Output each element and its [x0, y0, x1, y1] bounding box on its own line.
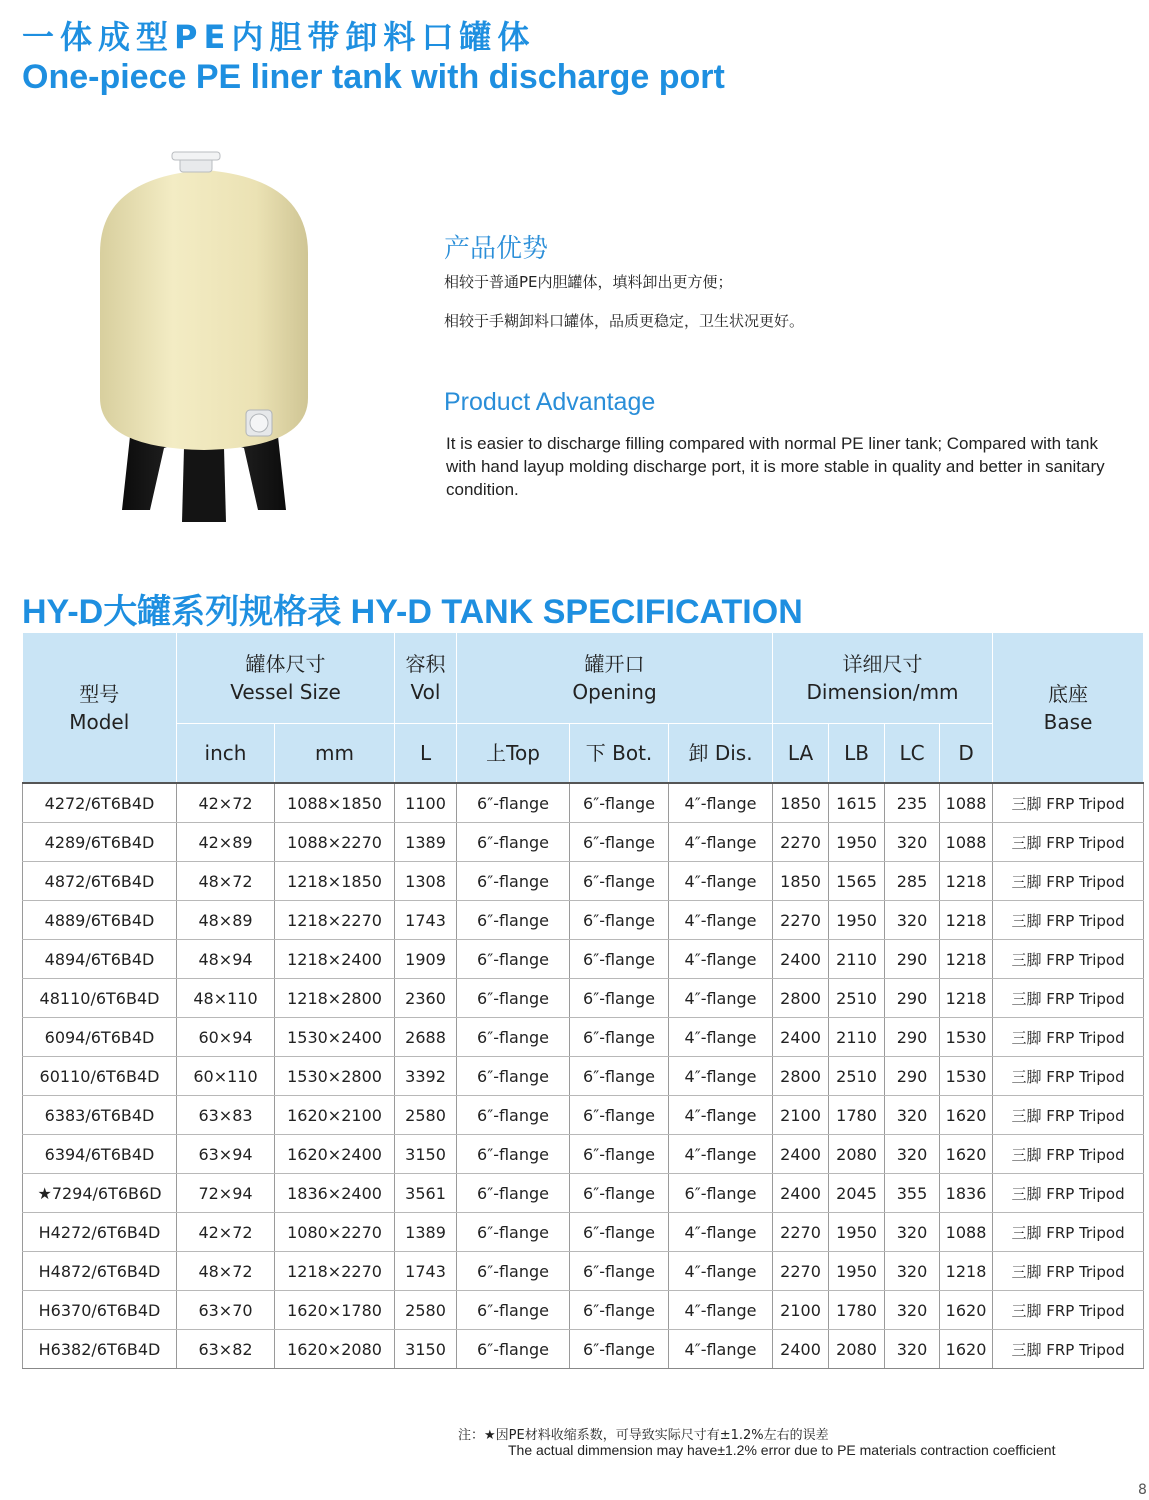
table-row [23, 1096, 1144, 1135]
table-cell: 63×94 [177, 1135, 275, 1174]
table-cell: 320 [885, 1135, 940, 1174]
table-cell: 6″-flange [570, 1291, 669, 1330]
table-cell: 1950 [829, 1213, 885, 1252]
table-cell: 1780 [829, 1291, 885, 1330]
table-cell: H4872/6T6B4D [23, 1252, 177, 1291]
table-cell: 2400 [773, 1135, 829, 1174]
table-cell: 1615 [829, 783, 885, 823]
table-cell: 290 [885, 1018, 940, 1057]
table-cell: 60110/6T6B4D [23, 1057, 177, 1096]
table-cell: 320 [885, 1252, 940, 1291]
table-cell: 1836 [940, 1174, 993, 1213]
table-row [23, 1252, 1144, 1291]
table-cell: 6″-flange [570, 862, 669, 901]
table-row [23, 1135, 1144, 1174]
note-en: The actual dimmension may have±1.2% error due to PE materials contraction coefficient [508, 1442, 1056, 1458]
spec-title: HY-D大罐系列规格表 HY-D TANK SPECIFICATION [22, 593, 803, 631]
table-cell: 三脚 FRP Tripod [993, 940, 1144, 979]
table-cell: 1530×2400 [275, 1018, 395, 1057]
table-cell: 4872/6T6B4D [23, 862, 177, 901]
table-cell: 1620 [940, 1330, 993, 1369]
table-cell: 4″-flange [669, 1096, 773, 1135]
table-cell: 三脚 FRP Tripod [993, 1018, 1144, 1057]
table-row [23, 1291, 1144, 1330]
table-cell: 三脚 FRP Tripod [993, 1174, 1144, 1213]
table-row [23, 940, 1144, 979]
table-cell: 1620×2080 [275, 1330, 395, 1369]
table-cell: 2270 [773, 901, 829, 940]
table-cell: 4889/6T6B4D [23, 901, 177, 940]
table-cell: 2360 [395, 979, 457, 1018]
table-cell: 2510 [829, 979, 885, 1018]
table-cell: 6383/6T6B4D [23, 1096, 177, 1135]
header-dimension: 详细尺寸 Dimension/mm [773, 633, 993, 724]
table-cell: 355 [885, 1174, 940, 1213]
table-cell: 4″-flange [669, 823, 773, 862]
table-cell: H6370/6T6B4D [23, 1291, 177, 1330]
table-cell: 1620 [940, 1096, 993, 1135]
table-cell: 60×94 [177, 1018, 275, 1057]
header-base: 底座 Base [993, 633, 1144, 783]
page-title-en: One-piece PE liner tank with discharge port [22, 58, 725, 96]
table-cell: 6″-flange [570, 1135, 669, 1174]
table-cell: 6″-flange [570, 783, 669, 823]
table-cell: 6″-flange [457, 901, 570, 940]
table-cell: 1218 [940, 979, 993, 1018]
header-mm: mm [275, 724, 395, 784]
table-cell: 1565 [829, 862, 885, 901]
table-cell: 63×70 [177, 1291, 275, 1330]
table-cell: 4″-flange [669, 1135, 773, 1174]
table-cell: 2688 [395, 1018, 457, 1057]
table-cell: 4″-flange [669, 1252, 773, 1291]
table-cell: 2080 [829, 1135, 885, 1174]
table-cell: 2270 [773, 823, 829, 862]
table-cell: 320 [885, 901, 940, 940]
table-cell: 3561 [395, 1174, 457, 1213]
table-cell: 6″-flange [457, 1174, 570, 1213]
table-row [23, 1174, 1144, 1213]
table-cell: 1218×2800 [275, 979, 395, 1018]
table-cell: 285 [885, 862, 940, 901]
table-cell: 1530 [940, 1057, 993, 1096]
table-cell: 1836×2400 [275, 1174, 395, 1213]
table-cell: 6″-flange [457, 862, 570, 901]
table-cell: 290 [885, 979, 940, 1018]
table-cell: 1088 [940, 783, 993, 823]
header-opening: 罐开口 Opening [457, 633, 773, 724]
table-cell: 4″-flange [669, 1057, 773, 1096]
table-cell: 1389 [395, 823, 457, 862]
header-la: LA [773, 724, 829, 784]
table-cell: 1780 [829, 1096, 885, 1135]
advantage-text-en: It is easier to discharge filling compared with normal PE liner tank; Compared with tank with hand layup molding discharge port, it is more stable in quality and better in sanitary condition. [446, 434, 1105, 499]
table-cell: 4″-flange [669, 1291, 773, 1330]
table-cell: ★7294/6T6B6D [23, 1174, 177, 1213]
table-cell: 2400 [773, 1174, 829, 1213]
table-cell: 2270 [773, 1252, 829, 1291]
table-cell: 6″-flange [457, 783, 570, 823]
advantage-heading-en: Product Advantage [444, 388, 656, 416]
table-cell: H6382/6T6B4D [23, 1330, 177, 1369]
advantage-line-2: 相较于手糊卸料口罐体，品质更稳定，卫生状况更好。 [444, 312, 805, 330]
table-cell: 6″-flange [457, 940, 570, 979]
table-cell: 1308 [395, 862, 457, 901]
table-cell: 1088 [940, 1213, 993, 1252]
table-cell: 6″-flange [570, 823, 669, 862]
header-dis: 卸 Dis. [669, 724, 773, 784]
table-row [23, 1330, 1144, 1369]
table-cell: 6″-flange [457, 1330, 570, 1369]
table-cell: 6″-flange [669, 1174, 773, 1213]
table-cell: 三脚 FRP Tripod [993, 1096, 1144, 1135]
table-cell: 1530×2800 [275, 1057, 395, 1096]
table-cell: 6″-flange [570, 1213, 669, 1252]
note-cn: 注：★因PE材料收缩系数，可导致实际尺寸有±1.2%左右的误差 [458, 1428, 829, 1443]
table-cell: 三脚 FRP Tripod [993, 823, 1144, 862]
table-cell: 4272/6T6B4D [23, 783, 177, 823]
header-top: 上Top [457, 724, 570, 784]
table-cell: 1743 [395, 901, 457, 940]
table-cell: 1080×2270 [275, 1213, 395, 1252]
table-cell: 1218 [940, 862, 993, 901]
table-cell: 三脚 FRP Tripod [993, 783, 1144, 823]
tank-illustration [92, 148, 322, 528]
table-cell: 三脚 FRP Tripod [993, 862, 1144, 901]
table-cell: 2100 [773, 1096, 829, 1135]
table-cell: 290 [885, 940, 940, 979]
table-cell: 42×72 [177, 783, 275, 823]
header-l: L [395, 724, 457, 784]
table-cell: 6″-flange [457, 1291, 570, 1330]
table-cell: 1909 [395, 940, 457, 979]
table-cell: 三脚 FRP Tripod [993, 1135, 1144, 1174]
table-cell: 48×94 [177, 940, 275, 979]
table-row [23, 823, 1144, 862]
header-lc: LC [885, 724, 940, 784]
table-cell: 60×110 [177, 1057, 275, 1096]
table-cell: 48×72 [177, 862, 275, 901]
table-cell: 6″-flange [570, 1096, 669, 1135]
table-cell: 三脚 FRP Tripod [993, 1057, 1144, 1096]
table-cell: 1620 [940, 1291, 993, 1330]
table-row [23, 783, 1144, 823]
table-cell: 1743 [395, 1252, 457, 1291]
table-cell: 4289/6T6B4D [23, 823, 177, 862]
table-cell: 2400 [773, 1018, 829, 1057]
table-cell: 1088×1850 [275, 783, 395, 823]
table-cell: H4272/6T6B4D [23, 1213, 177, 1252]
page-title-cn: 一体成型PE内胆带卸料口罐体 [22, 18, 536, 56]
table-cell: 6″-flange [457, 979, 570, 1018]
table-cell: 1620×2100 [275, 1096, 395, 1135]
table-cell: 4″-flange [669, 901, 773, 940]
table-cell: 6″-flange [457, 823, 570, 862]
table-cell: 6″-flange [570, 1252, 669, 1291]
table-cell: 6″-flange [457, 1057, 570, 1096]
table-cell: 三脚 FRP Tripod [993, 979, 1144, 1018]
header-lb: LB [829, 724, 885, 784]
table-cell: 6094/6T6B4D [23, 1018, 177, 1057]
table-row [23, 862, 1144, 901]
table-cell: 320 [885, 1213, 940, 1252]
table-cell: 1620 [940, 1135, 993, 1174]
table-cell: 6″-flange [570, 1018, 669, 1057]
table-cell: 1218 [940, 1252, 993, 1291]
spec-table [22, 633, 1144, 1369]
table-cell: 1950 [829, 823, 885, 862]
header-model: 型号 Model [23, 633, 177, 783]
table-cell: 42×89 [177, 823, 275, 862]
table-cell: 4″-flange [669, 979, 773, 1018]
table-cell: 6″-flange [457, 1213, 570, 1252]
table-cell: 290 [885, 1057, 940, 1096]
table-cell: 1100 [395, 783, 457, 823]
header-vessel-size: 罐体尺寸 Vessel Size [177, 633, 395, 724]
table-cell: 42×72 [177, 1213, 275, 1252]
table-cell: 1850 [773, 862, 829, 901]
table-cell: 63×82 [177, 1330, 275, 1369]
table-cell: 1218×2400 [275, 940, 395, 979]
table-cell: 2580 [395, 1291, 457, 1330]
table-cell: 2400 [773, 940, 829, 979]
table-row [23, 1018, 1144, 1057]
table-cell: 2580 [395, 1096, 457, 1135]
header-vol: 容积 Vol [395, 633, 457, 724]
table-cell: 48×89 [177, 901, 275, 940]
table-cell: 4894/6T6B4D [23, 940, 177, 979]
table-cell: 63×83 [177, 1096, 275, 1135]
table-cell: 6″-flange [457, 1096, 570, 1135]
table-cell: 4″-flange [669, 1018, 773, 1057]
table-cell: 48×72 [177, 1252, 275, 1291]
table-row [23, 1213, 1144, 1252]
table-cell: 2110 [829, 1018, 885, 1057]
table-cell: 3392 [395, 1057, 457, 1096]
table-cell: 4″-flange [669, 783, 773, 823]
table-cell: 320 [885, 1291, 940, 1330]
table-cell: 4″-flange [669, 1330, 773, 1369]
table-cell: 6″-flange [570, 1174, 669, 1213]
advantage-heading-cn: 产品优势 [444, 234, 549, 264]
table-cell: 6″-flange [457, 1018, 570, 1057]
header-inch: inch [177, 724, 275, 784]
table-cell: 2400 [773, 1330, 829, 1369]
table-cell: 2800 [773, 979, 829, 1018]
table-cell: 3150 [395, 1135, 457, 1174]
table-cell: 2800 [773, 1057, 829, 1096]
table-cell: 2045 [829, 1174, 885, 1213]
table-cell: 1950 [829, 901, 885, 940]
table-cell: 1950 [829, 1252, 885, 1291]
table-cell: 4″-flange [669, 940, 773, 979]
table-cell: 4″-flange [669, 862, 773, 901]
table-cell: 1088 [940, 823, 993, 862]
table-cell: 6″-flange [570, 1057, 669, 1096]
table-cell: 1088×2270 [275, 823, 395, 862]
table-cell: 三脚 FRP Tripod [993, 1252, 1144, 1291]
table-cell: 三脚 FRP Tripod [993, 1291, 1144, 1330]
page-number: 8 [1138, 1482, 1147, 1498]
table-row [23, 901, 1144, 940]
header-bot: 下 Bot. [570, 724, 669, 784]
table-cell: 2510 [829, 1057, 885, 1096]
table-cell: 6394/6T6B4D [23, 1135, 177, 1174]
table-cell: 2080 [829, 1330, 885, 1369]
table-cell: 三脚 FRP Tripod [993, 1330, 1144, 1369]
table-cell: 1218 [940, 901, 993, 940]
table-cell: 6″-flange [570, 1330, 669, 1369]
table-cell: 6″-flange [457, 1135, 570, 1174]
table-cell: 48×110 [177, 979, 275, 1018]
table-cell: 1389 [395, 1213, 457, 1252]
header-d: D [940, 724, 993, 784]
table-cell: 1218×2270 [275, 901, 395, 940]
table-cell: 2100 [773, 1291, 829, 1330]
table-cell: 6″-flange [570, 940, 669, 979]
table-cell: 235 [885, 783, 940, 823]
table-cell: 320 [885, 1330, 940, 1369]
table-cell: 72×94 [177, 1174, 275, 1213]
table-cell: 1218×2270 [275, 1252, 395, 1291]
table-cell: 3150 [395, 1330, 457, 1369]
table-cell: 1218×1850 [275, 862, 395, 901]
table-cell: 320 [885, 823, 940, 862]
table-cell: 2270 [773, 1213, 829, 1252]
table-cell: 48110/6T6B4D [23, 979, 177, 1018]
table-cell: 1850 [773, 783, 829, 823]
table-cell: 三脚 FRP Tripod [993, 1213, 1144, 1252]
table-cell: 三脚 FRP Tripod [993, 901, 1144, 940]
table-cell: 2110 [829, 940, 885, 979]
table-cell: 6″-flange [570, 901, 669, 940]
table-cell: 6″-flange [570, 979, 669, 1018]
table-row [23, 979, 1144, 1018]
table-cell: 1620×2400 [275, 1135, 395, 1174]
table-cell: 6″-flange [457, 1252, 570, 1291]
table-cell: 1218 [940, 940, 993, 979]
table-row [23, 1057, 1144, 1096]
table-cell: 1620×1780 [275, 1291, 395, 1330]
table-cell: 1530 [940, 1018, 993, 1057]
table-cell: 4″-flange [669, 1213, 773, 1252]
table-cell: 320 [885, 1096, 940, 1135]
advantage-line-1: 相较于普通PE内胆罐体，填料卸出更方便； [444, 273, 733, 291]
